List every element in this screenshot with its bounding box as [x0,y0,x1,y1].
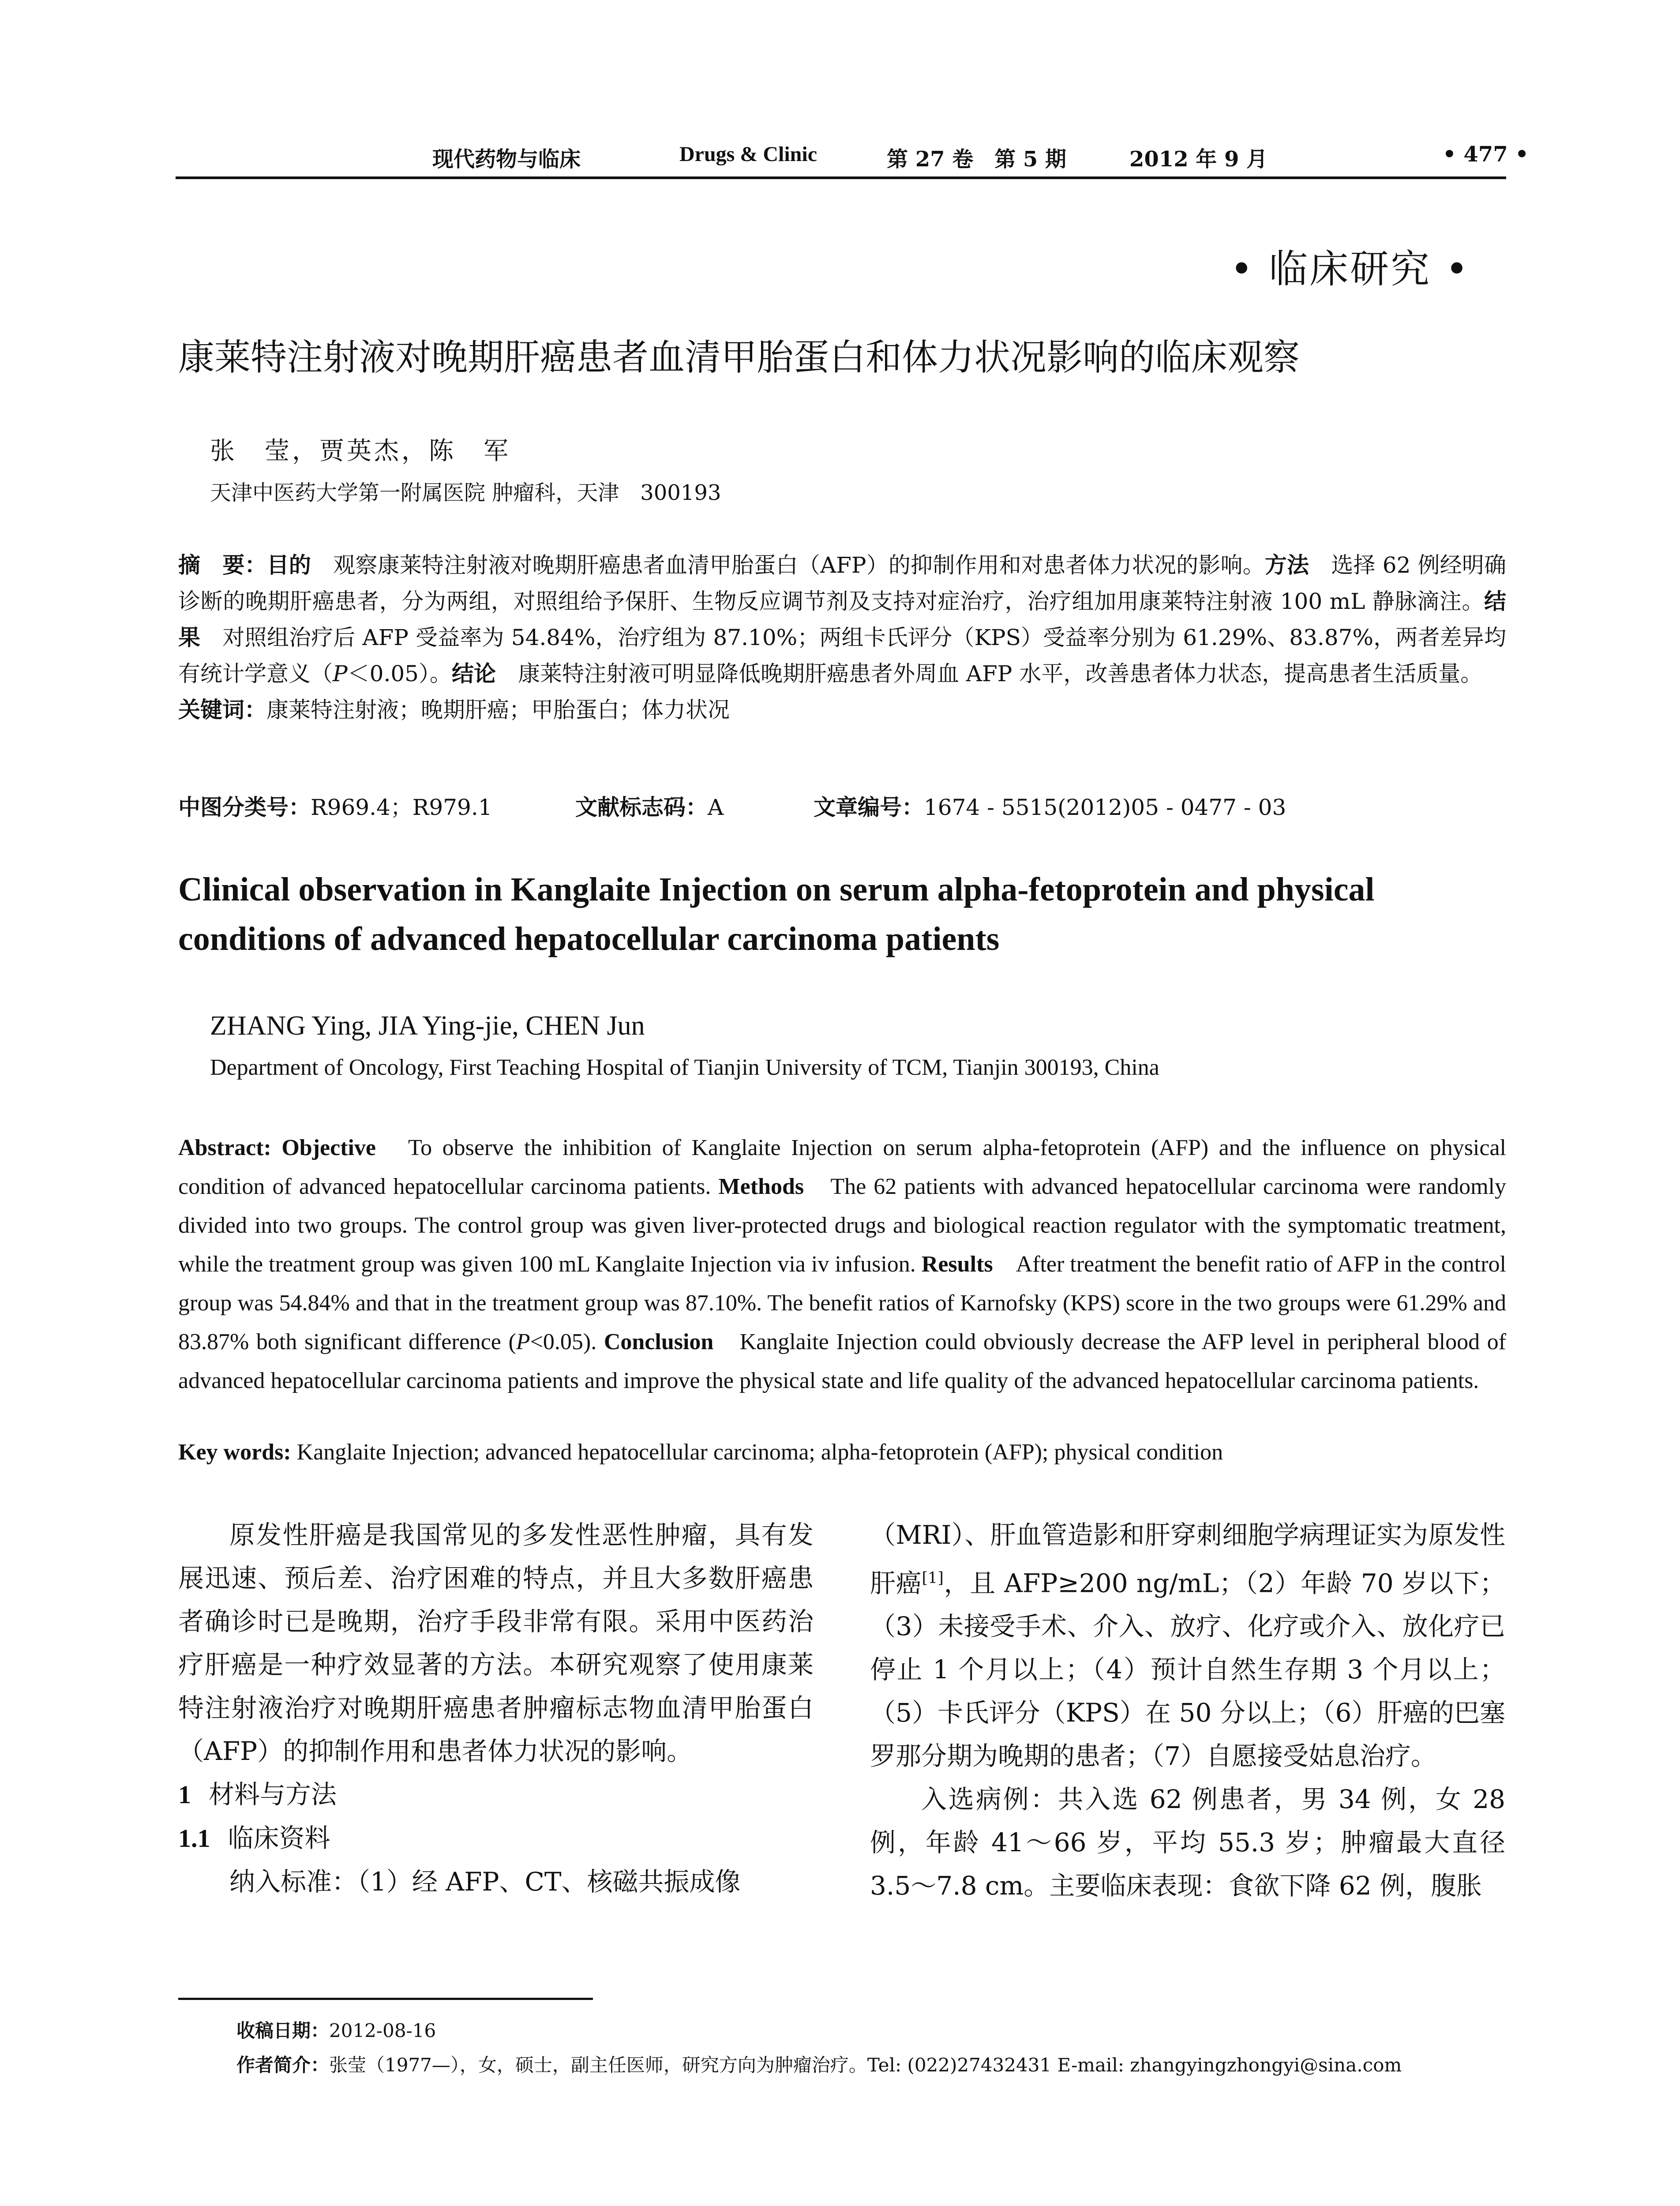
section-1-1-number: 1.1 [178,1824,210,1853]
abstract-en-results-a: After treatment the benefit ratio of AFP in the control group was 54.84% and that in the treatment group was 87.10%. The benefit ratios of Karnofsky (KPS) score in the two groups were 61.29% and 83.87% both significant difference ( [178,1252,1507,1354]
abstract-cn-objective: 观察康莱特注射液对晚期肝癌患者血清甲胎蛋白（AFP）的抑制作用和对患者体力状况的影响。 [311,552,1265,578]
abstract-cn-conclusion: 康莱特注射液可明显降低晚期肝癌患者外周血 AFP 水平，改善患者体力状态，提高患者生活质量。 [495,661,1483,687]
abstract-cn-conclusion-label: 结论 [451,661,496,687]
issue-date: 2012 年 9 月 [1129,147,1268,172]
abstract-en-methods-label: Methods [718,1174,804,1199]
inclusion-criteria-start: 纳入标准：（1）经 AFP、CT、核磁共振成像 [229,1867,741,1897]
section-1-1-title: 临床资料 [228,1823,330,1853]
article-no-value: 1674 - 5515(2012)05 - 0477 - 03 [924,795,1286,820]
abstract-cn-results-a: 对照组治疗后 AFP 受益率为 54.84%，治疗组为 87.10%；两组卡氏评分（KPS）受益率分别为 61.29%、83.87%，两者差异均有统计学意义（ [178,625,1507,687]
inclusion-text-b: ，且 AFP≥200 ng/mL；（2）年龄 70 岁以下；（3）未接受手术、介入、放疗、化疗或介入、放化疗已停止 1 个月以上；（4）预计自然生存期 3 个月以上；（5）卡氏评分（KPS）在 50 分以上；（6）肝癌的巴塞罗那分期为晚期的患者；（7）自愿接受姑息治疗。 [870,1568,1505,1771]
abstract-cn-label: 摘 要： [178,552,267,578]
keywords-en-label: Key words: [178,1440,291,1465]
keywords-cn-label: 关键词： [178,697,266,723]
page-number: • 477 • [1443,142,1529,167]
received-date: 2012-08-16 [329,2020,436,2041]
keywords-en-text: Kanglaite Injection; advanced hepatocellular carcinoma; alpha-fetoprotein (AFP); physical condition [291,1440,1223,1465]
abstract-en-conclusion-label: Conclusion [604,1329,714,1354]
abstract-cn-p: P [333,661,348,687]
keywords-cn [178,692,1506,728]
inclusion-text-a: （MRI）、肝血管造影和肝穿刺细胞学病理证实为原发性肝癌 [870,1520,1505,1598]
authors-en: ZHANG Ying, JIA Ying-jie, CHEN Jun [210,1011,645,1041]
author-info: 张莹（1977—），女，硕士，副主任医师，研究方向为肿瘤治疗。Tel: (022)27432431 E-mail: zhangyingzhongyi@sina.com [329,2054,1402,2076]
body-column-left [178,1513,814,1903]
reference-1: [1] [922,1569,944,1587]
abstract-en-p: P [516,1329,530,1354]
journal-name-cn: 现代药物与临床 [432,147,581,172]
footnote-received [236,2016,436,2043]
clc-code [178,790,575,822]
abstract-en-results-b: <0.05). [530,1329,604,1354]
abstract-en-results-label: Results [921,1252,993,1277]
abstract-cn-methods: 选择 62 例经明确诊断的晚期肝癌患者，分为两组，对照组给予保肝、生物反应调节剂及支持对症治疗，治疗组加用康莱特注射液 100 mL 静脉滴注。 [178,552,1507,614]
received-label: 收稿日期： [236,2020,330,2041]
abstract-en-label: Abstract: Objective [178,1135,376,1160]
abstract-en-conclusion: Kanglaite Injection could obviously decrease the AFP level in peripheral blood of advanced hepatocellular carcinoma patients and improve the physical state and life quality of the advanced hepatocellular carcinoma patients. [178,1329,1506,1393]
footnote-author [236,2051,1402,2077]
volume-issue: 第 27 卷 第 5 期 [887,147,1067,172]
abstract-cn-methods-label: 方法 [1264,552,1309,578]
article-number [814,790,1286,822]
section-heading-1 [178,1773,814,1816]
header-rule [176,176,1506,179]
section-1-title: 材料与方法 [209,1779,337,1809]
affiliation-cn: 天津中医药大学第一附属医院 肿瘤科，天津 300193 [210,480,721,505]
section-heading-1-1 [178,1816,814,1860]
keywords-cn-text: 康莱特注射液；晚期肝癌；甲胎蛋白；体力状况 [266,697,730,723]
section-1-number: 1 [178,1780,191,1809]
author-label: 作者简介： [236,2054,330,2076]
cases-paragraph: 入选病例：共入选 62 例患者，男 34 例，女 28 例，年龄 41～66 岁，平均 55.3 岁；肿瘤最大直径 3.5～7.8 cm。主要临床表现：食欲下降 62 例，腹胀 [870,1784,1505,1901]
title-en: Clinical observation in Kanglaite Injection on serum alpha-fetoprotein and physical conditions of advanced hepatocellular carcinoma patients [178,871,1375,957]
abstract-cn-objective-label: 目的 [266,552,311,578]
keywords-en [178,1439,1506,1465]
classification-line [178,790,1286,822]
abstract-cn-results-label: 结果 [178,589,1506,650]
clc-label: 中图分类号： [178,795,311,820]
title-cn: 康莱特注射液对晚期肝癌患者血清甲胎蛋白和体力状况影响的临床观察 [178,337,1300,379]
body-column-right [870,1513,1505,1907]
article-no-label: 文章编号： [814,795,924,820]
authors-cn: 张 莹，贾英杰，陈 军 [210,437,511,465]
affiliation-en: Department of Oncology, First Teaching Hospital of Tianjin University of TCM, Tianjin 300193, China [210,1055,1159,1080]
abstract-cn-results-b: ＜0.05）。 [347,661,452,687]
intro-paragraph: 原发性肝癌是我国常见的多发性恶性肿瘤，具有发展迅速、预后差、治疗困难的特点，并且大多数肝癌患者确诊时已是晚期，治疗手段非常有限。采用中医药治疗肝癌是一种疗效显著的方法。本研究观察了使用康莱特注射液治疗对晚期肝癌患者肿瘤标志物血清甲胎蛋白（AFP）的抑制作用和患者体力状况的影响。 [178,1520,814,1766]
section-tag: • 临床研究 • [1230,246,1470,292]
footnote-rule [178,1998,593,2000]
journal-name-en: Drugs & Clinic [679,143,817,166]
doc-code-label: 文献标志码： [575,795,708,820]
clc-value: R969.4；R979.1 [311,795,492,820]
doc-code [575,790,814,822]
abstract-en-methods: The 62 patients with advanced hepatocellular carcinoma were randomly divided into two groups. The control group was given liver-protected drugs and biological reaction regulator with the symptomatic treatment, while the treatment group was given 100 mL Kanglaite Injection via iv infusion. [178,1174,1506,1277]
abstract-en-objective: To observe the inhibition of Kanglaite Injection on serum alpha-fetoprotein (AFP) and the influence on physical condition of advanced hepatocellular carcinoma patients. [178,1135,1506,1199]
inclusion-criteria-cont [870,1513,1505,1778]
doc-code-value: A [708,795,724,820]
abstract-en [178,1129,1506,1400]
abstract-cn [178,547,1506,728]
